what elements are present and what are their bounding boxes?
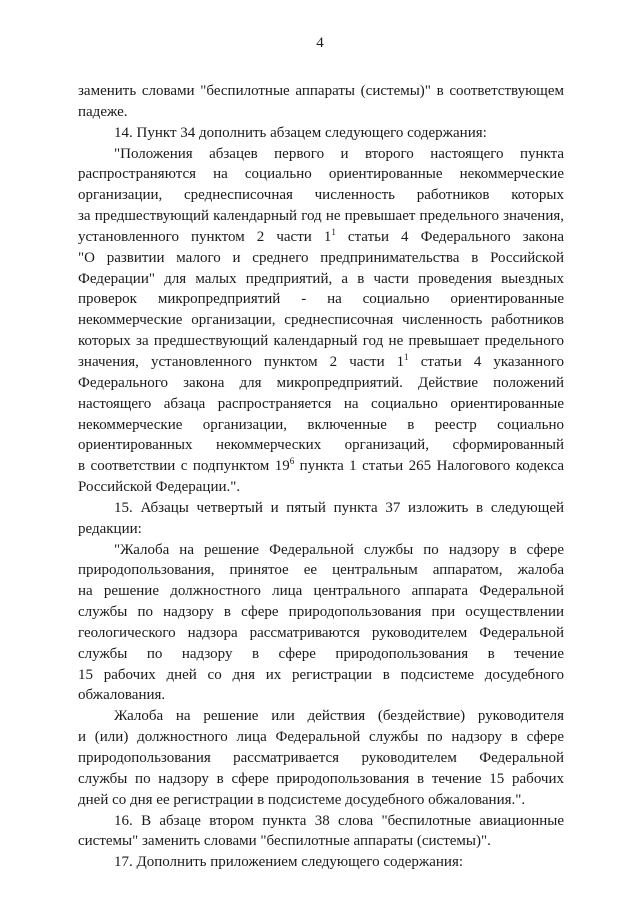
superscript: 6 [289, 456, 295, 467]
text-line: установленного пунктом 2 части $1^1$ статьи 4 Федерального закона [78, 226, 564, 245]
text-line: за предшествующий календарный год не превышает предельного значения, [78, 208, 564, 225]
text-line: заменить словами "беспилотные аппараты (системы)" в соответствующем [78, 83, 564, 99]
text-line: некоммерческие организации, среднесписочная численность работников [78, 312, 564, 329]
text-line: службы по надзору в сфере природопользования при осуществлении [78, 604, 564, 621]
text-line: и (или) должностного лица Федеральной службы по надзору в сфере [78, 729, 564, 746]
text-line: которых за предшествующий календарный год не превышает предельного [78, 333, 564, 350]
text-line: организации, среднесписочная численность работников которых [78, 187, 564, 204]
text-line: 16. В абзаце втором пункта 38 слова "беспилотные авиационные [114, 812, 564, 829]
text-line: природопользования, принятое ее центральным аппаратом, жалоба [78, 562, 564, 579]
text-line: Федерации" для малых предприятий, а в части проведения выездных [78, 270, 564, 287]
text-line: "О развитии малого и среднего предпринимательства в Российской [78, 249, 564, 266]
document-body [78, 81, 564, 873]
text-line: геологического надзора рассматриваются руководителем Федеральной [78, 624, 564, 641]
text-line: дней со дня ее регистрации в подсистеме досудебного обжалования.". [78, 791, 526, 808]
text-line: природопользования рассматривается руководителем Федеральной [78, 750, 564, 766]
text-line: 15. Абзацы четвертый и пятый пункта 37 изложить в следующей [114, 499, 564, 516]
text-line: "Положения абзацев первого и второго настоящего пункта [114, 145, 564, 162]
text-line: Федерального закона для микропредприятий. Действие положений [78, 374, 564, 391]
text-line: службы по надзору в сфере природопользования в течение [78, 645, 564, 662]
text-line: "Жалоба на решение Федеральной службы по надзору в сфере [114, 541, 564, 558]
text-line: системы" заменить словами "беспилотные аппараты (системы)". [78, 833, 491, 850]
text-line: распространяются на социально ориентированные некоммерческие [78, 166, 564, 183]
text-line: настоящего абзаца распространяется на социально ориентированные [78, 395, 564, 412]
superscript: 1 [404, 351, 409, 362]
text-line: на решение должностного лица центрального аппарата Федеральной [78, 583, 564, 600]
text-line: некоммерческие организации, включенные в реестр социально [78, 416, 564, 433]
text-line: в соответствии с подпунктом $19^6$ пункта 1 статьи 265 Налогового кодекса [78, 456, 564, 475]
text-line: обжалования. [78, 687, 166, 704]
superscript: 1 [331, 226, 336, 237]
text-line: Российской Федерации.". [78, 479, 241, 496]
text-line: Жалоба на решение или действия (бездействие) руководителя [114, 708, 564, 725]
text-line: проверок микропредприятий - на социально ориентированные [78, 291, 564, 308]
text-line: редакции: [78, 520, 142, 537]
text-line: ориентированных некоммерческих организаций, сформированный [78, 437, 564, 454]
text-line: 17. Дополнить приложением следующего содержания: [114, 854, 464, 871]
text-line: 14. Пункт 34 дополнить абзацем следующего содержания: [114, 124, 487, 141]
text-line: падеже. [78, 103, 128, 120]
page-number: 4 [316, 35, 324, 51]
text-line: службы по надзору в сфере природопользования в течение 15 рабочих [78, 770, 564, 787]
text-line: 15 рабочих дней со дня их регистрации в подсистеме досудебного [78, 666, 564, 683]
text-line: значения, установленного пунктом 2 части $1^1$ статьи 4 указанного [78, 351, 564, 370]
